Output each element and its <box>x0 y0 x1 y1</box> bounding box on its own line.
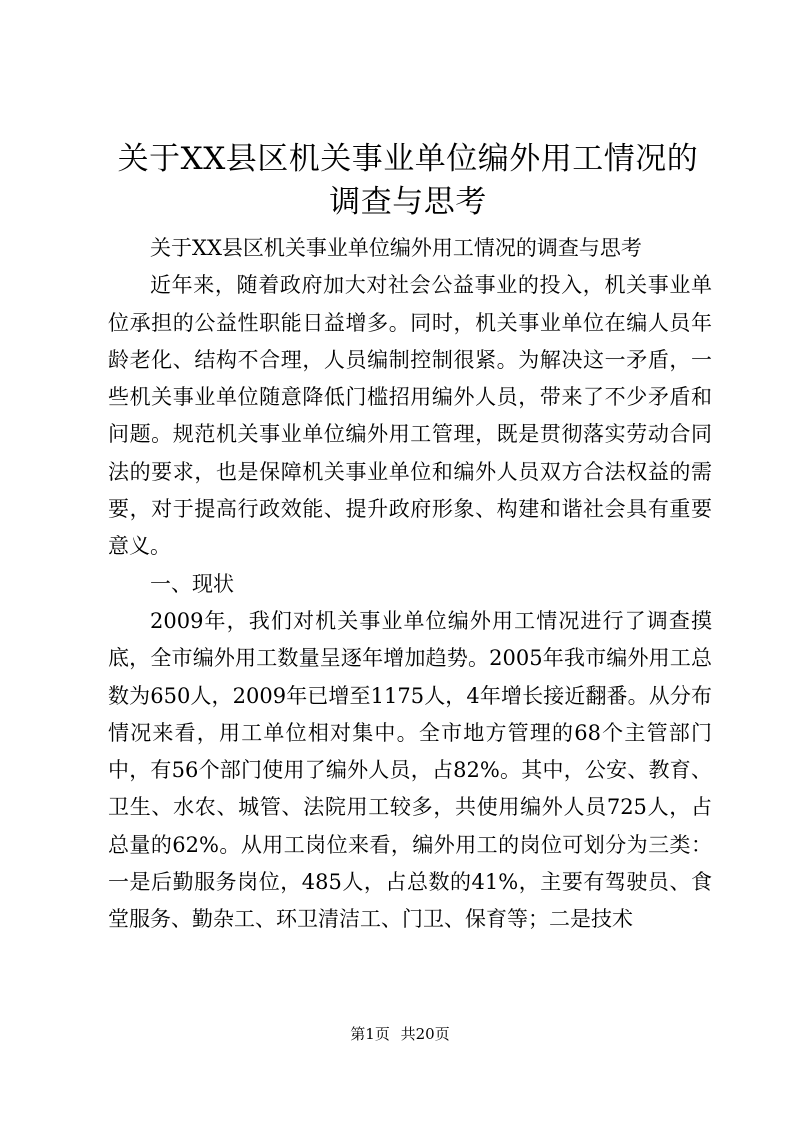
document-body <box>108 230 712 939</box>
total-pages: 共20页 <box>400 1025 450 1043</box>
document-title: 关于XX县区机关事业单位编外用工情况的调查与思考 <box>117 141 699 220</box>
subtitle-paragraph: 关于XX县区机关事业单位编外用工情况的调查与思考 <box>150 236 642 260</box>
section-heading: 一、现状 <box>150 571 234 596</box>
status-paragraph: 2009年，我们对机关事业单位编外用工情况进行了调查摸底，全市编外用工数量呈逐年增加趋势。2005年我市编外用工总数为650人，2009年已增至1175人，4年增长接近翻番。从分布情况来看，用工单位相对集中。全市地方管理的68个主管部门中，有56个部门使用了编外人员，占82%。其中，公安、教育、卫生、水农、城管、法院用工较多，共使用编外人员725人，占总量的62%。从用工岗位来看，编外用工的岗位可划分为三类：一是后勤服务岗位，485人，占总数的41%，主要有驾驶员、食堂服务、勤杂工、环卫清洁工、门卫、保育等；二是技术 <box>108 608 712 932</box>
page-number: 第1页 <box>350 1025 390 1043</box>
page-footer <box>0 1024 800 1044</box>
intro-paragraph: 近年来，随着政府加大对社会公益事业的投入，机关事业单位承担的公益性职能日益增多。同时，机关事业单位在编人员年龄老化、结构不合理，人员编制控制很紧。为解决这一矛盾，一些机关事业单位随意降低门槛招用编外人员，带来了不少矛盾和问题。规范机关事业单位编外用工管理，既是贯彻落实劳动合同法的要求，也是保障机关事业单位和编外人员双方合法权益的需要，对于提高行政效能、提升政府形象、构建和谐社会具有重要意义。 <box>108 273 712 559</box>
